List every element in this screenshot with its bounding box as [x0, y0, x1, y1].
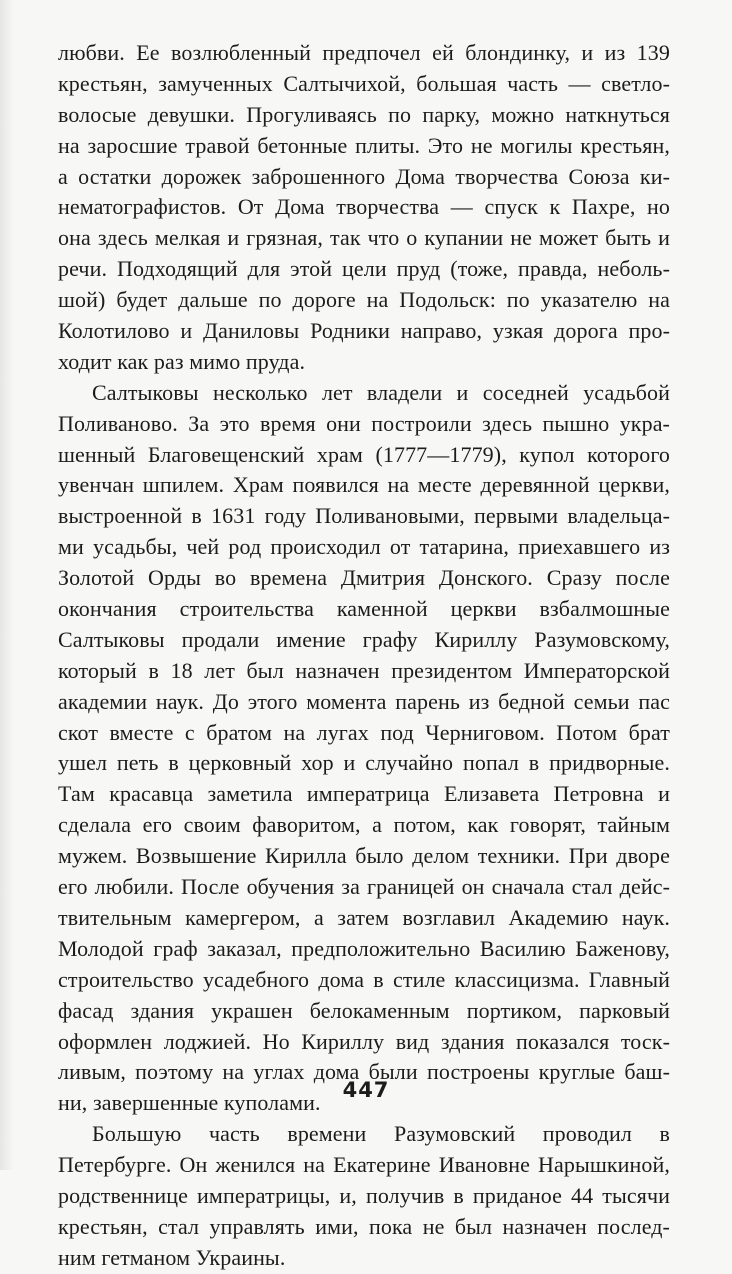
text-line: Молодой граф заказал, предположительно Василию Баженову,	[58, 935, 670, 961]
text-line: который в 18 лет был назначен президентом Императорской	[58, 657, 670, 683]
scan-edge	[0, 0, 14, 1170]
text-line: сделала его своим фаворитом, а потом, как говорят, тайным	[58, 812, 670, 838]
text-line: родственнице императрицы, и, получив в приданое 44 тысячи	[58, 1182, 670, 1208]
text-line: а остатки дорожек заброшенного Дома творчества Союза ки-	[58, 163, 670, 189]
text-line: речи. Подходящий для этой цели пруд (тоже, правда, неболь-	[58, 256, 670, 282]
page-number: 447	[342, 1078, 390, 1102]
text-line: увенчан шпилем. Храм появился на месте деревянной церкви,	[58, 472, 670, 498]
text-line: Большую часть времени Разумовский проводил в	[92, 1121, 670, 1147]
text-line: Поливаново. За это время они построили здесь пышно укра-	[58, 410, 670, 436]
text-line: Салтыковы продали имение графу Кириллу Разумовскому,	[58, 626, 670, 652]
text-line: мужем. Возвышение Кирилла было делом техники. При дворе	[58, 843, 670, 869]
text-line: ушел петь в церковный хор и случайно попал в придворные.	[58, 750, 670, 776]
text-line: ми усадьбы, чей род происходил от татарина, приехавшего из	[58, 534, 670, 560]
text-line: оформлен лоджией. Но Кириллу вид здания показался тоск-	[58, 1028, 670, 1054]
text-line: ходит как раз мимо пруда.	[58, 348, 306, 374]
text-line: строительство усадебного дома в стиле классицизма. Главный	[58, 966, 670, 992]
text-line: академии наук. До этого момента парень из бедной семьи пас	[58, 688, 670, 714]
text-line: Золотой Орды во времена Дмитрия Донского. Сразу после	[58, 565, 670, 591]
text-line: ливым, поэтому на углах дома были построены круглые баш-	[58, 1059, 670, 1085]
text-line: Там красавца заметила императрица Елизавета Петровна и	[58, 781, 670, 807]
text-line: выстроенной в 1631 году Поливановыми, первыми владельца-	[58, 503, 670, 529]
paragraph	[58, 378, 670, 1119]
paragraph	[58, 38, 670, 378]
text-line: скот вместе с братом на лугах под Черниговом. Потом брат	[58, 719, 670, 745]
text-line: фасад здания украшен белокаменным портиком, парковый	[58, 997, 670, 1023]
text-line: крестьян, стал управлять ими, пока не был назначен послед-	[58, 1213, 670, 1239]
text-line: шой) будет дальше по дороге на Подольск: по указателю на	[58, 287, 670, 313]
text-line: Петербурге. Он женился на Екатерине Ивановне Нарышкиной,	[58, 1152, 670, 1178]
text-line: его любили. После обучения за границей он сначала стал дейс-	[58, 874, 670, 900]
text-line: шенный Благовещенский храм (1777—1779), купол которого	[58, 441, 670, 467]
text-line: Колотилово и Даниловы Родники направо, узкая дорога про-	[58, 318, 670, 344]
text-line: нематографистов. От Дома творчества — спуск к Пахре, но	[58, 194, 670, 220]
text-line: ним гетманом Украины.	[58, 1244, 286, 1270]
text-line: Салтыковы несколько лет владели и соседней усадьбой	[92, 379, 670, 405]
text-line: она здесь мелкая и грязная, так что о купании не может быть и	[58, 225, 670, 251]
text-line: окончания строительства каменной церкви взбалмошные	[58, 596, 670, 622]
text-line: твительным камергером, а затем возглавил Академию наук.	[58, 904, 670, 930]
text-line: крестьян, замученных Салтычихой, большая часть — светло-	[58, 70, 670, 96]
text-line: на заросшие травой бетонные плиты. Это не могилы крестьян,	[58, 132, 670, 158]
paragraph	[58, 1119, 670, 1273]
text-line: волосые девушки. Прогуливаясь по парку, можно наткнуться	[58, 101, 670, 127]
text-line: ни, завершенные куполами.	[58, 1090, 321, 1116]
text-line: любви. Ее возлюбленный предпочел ей блондинку, и из 139	[58, 40, 670, 65]
